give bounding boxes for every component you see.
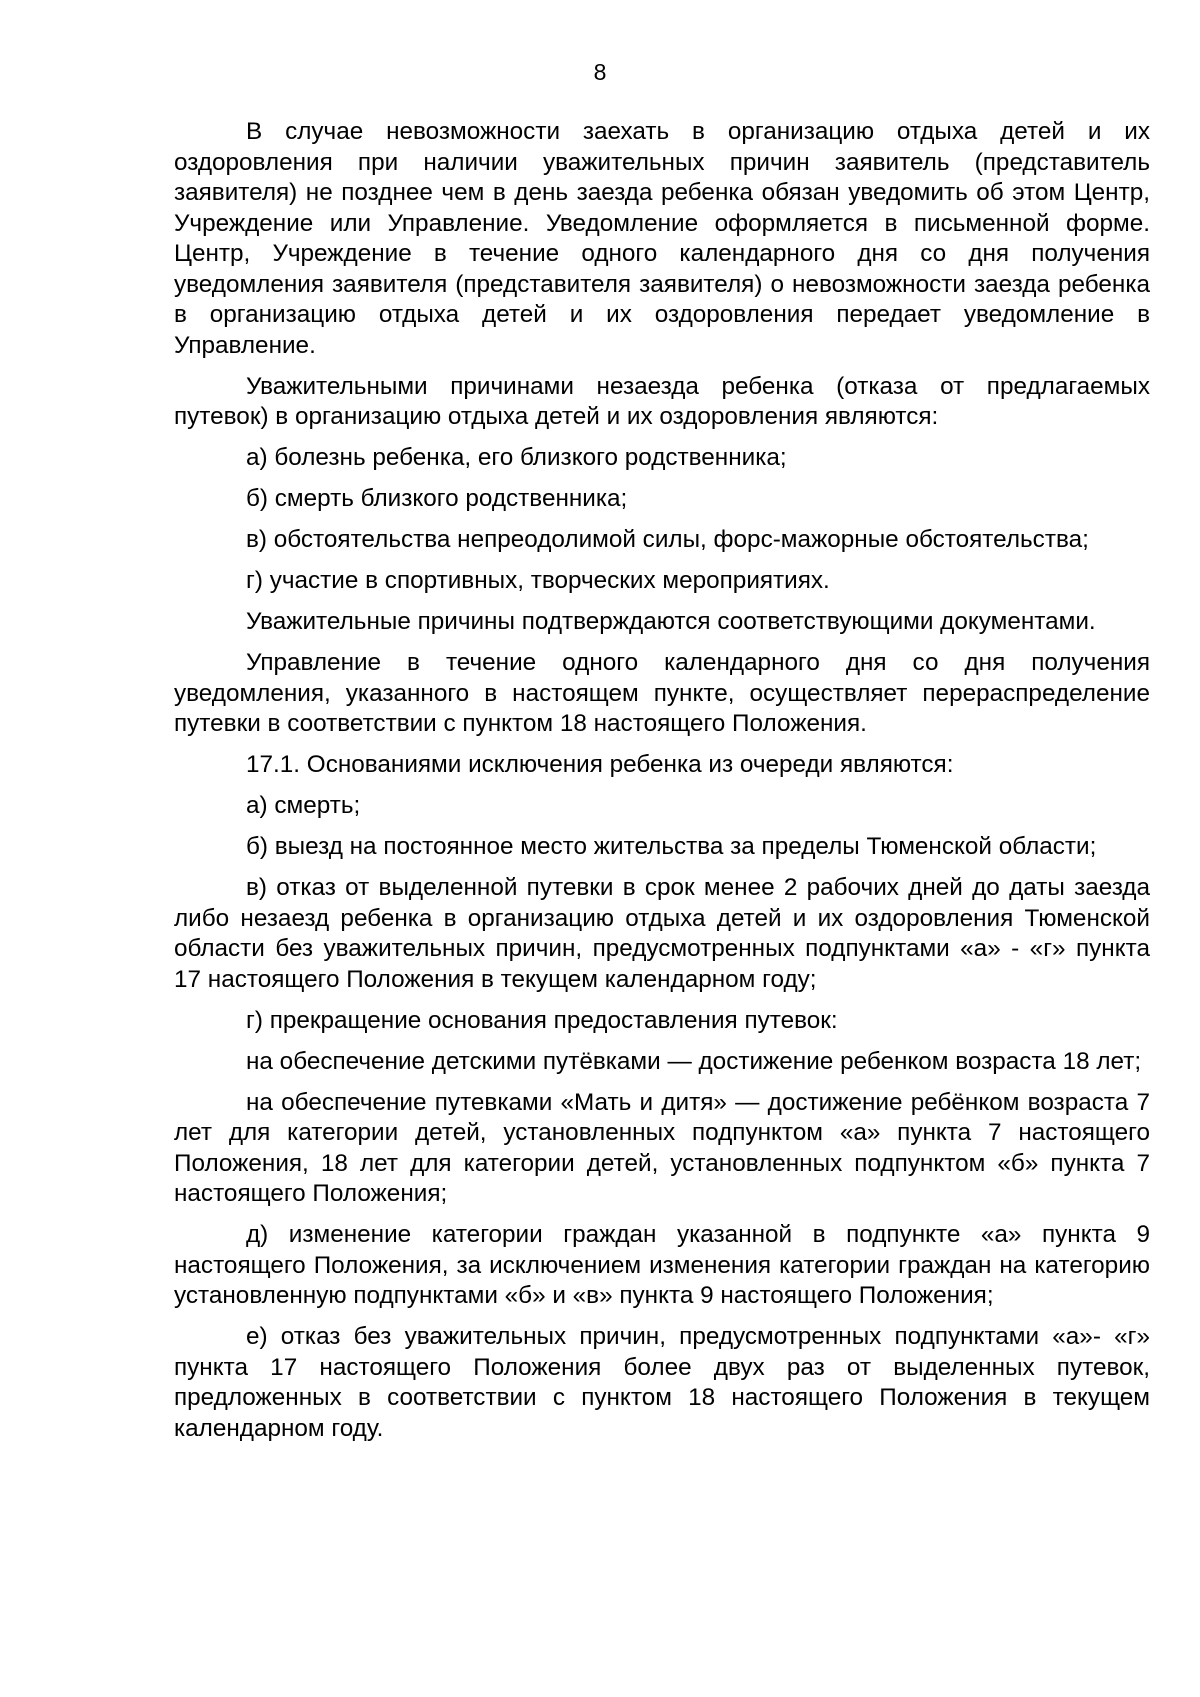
paragraph-reason-b: б) смерть близкого родственника; bbox=[246, 485, 628, 512]
paragraph-reason-g: г) участие в спортивных, творческих мероприятиях. bbox=[246, 567, 830, 594]
paragraph-exclusion-a: а) смерть; bbox=[246, 792, 361, 819]
page-number: 8 bbox=[593, 59, 607, 85]
paragraph-valid-reasons-intro: Уважительными причинами незаезда ребенка (отказа от предлагаемых путевок) в организацию отдыха детей и их оздоровления являются: bbox=[174, 372, 1150, 430]
paragraph-exclusion-g: г) прекращение основания предоставления путевок: bbox=[246, 1006, 838, 1034]
paragraph-mother-child-vouchers: на обеспечение путевками «Мать и дитя» — достижение ребёнком возраста 7 лет для категории детей, установленных подпунктом «а» пункта 7 настоящего Положения, 18 лет для категории детей, установленных подпунктом «б» пункта 7 настоящего Положения; bbox=[174, 1088, 1150, 1207]
paragraph-exclusion-b: б) выезд на постоянное место жительства за пределы Тюменской области; bbox=[246, 833, 1097, 860]
paragraph-exclusion-e: е) отказ без уважительных причин, предусмотренных подпунктами «а»- «г» пункта 17 настоящего Положения более двух раз от выделенных путевок, предложенных в соответствии с пунктом 18 настоящего Положения в текущем календарном году. bbox=[174, 1323, 1150, 1442]
paragraph-17-1-intro: 17.1. Основаниями исключения ребенка из очереди являются: bbox=[246, 751, 954, 778]
paragraph-refusal-notice: В случае невозможности заехать в организацию отдыха детей и их оздоровления при наличии уважительных причин заявитель (представитель заявителя) не позднее чем в день заезда ребенка обязан уведомить об этом Центр, Учреждение или Управление. Уведомление оформляется в письменной форме. Центр, Учреждение в течение одного календарного дня со дня получения уведомления заявителя (представителя заявителя) о невозможности заезда ребенка в организацию отдыха детей и их оздоровления передает уведомление в Управление. bbox=[174, 118, 1150, 359]
paragraph-reason-v: в) обстоятельства непреодолимой силы, форс-мажорные обстоятельства; bbox=[246, 526, 1089, 553]
paragraph-child-vouchers: на обеспечение детскими путёвками — достижение ребенком возраста 18 лет; bbox=[246, 1047, 1142, 1075]
paragraph-reason-a: а) болезнь ребенка, его близкого родственника; bbox=[246, 444, 787, 471]
paragraph-redistribution: Управление в течение одного календарного дня со дня получения уведомления, указанного в настоящем пункте, осуществляет перераспределение путевки в соответствии с пунктом 18 настоящего Положения. bbox=[174, 649, 1150, 737]
paragraph-exclusion-v: в) отказ от выделенной путевки в срок менее 2 рабочих дней до даты заезда либо незаезд ребенка в организацию отдыха детей и их оздоровления Тюменской области без уважительных причин, предусмотренных подпунктами «а» - «г» пункта 17 настоящего Положения в текущем календарном году; bbox=[174, 874, 1150, 993]
document-body bbox=[174, 117, 1150, 1455]
paragraph-reasons-confirmed: Уважительные причины подтверждаются соответствующими документами. bbox=[246, 608, 1096, 635]
paragraph-exclusion-d: д) изменение категории граждан указанной в подпункте «а» пункта 9 настоящего Положения, за исключением изменения категории граждан на категорию установленную подпунктами «б» и «в» пункта 9 настоящего Положения; bbox=[174, 1221, 1150, 1309]
